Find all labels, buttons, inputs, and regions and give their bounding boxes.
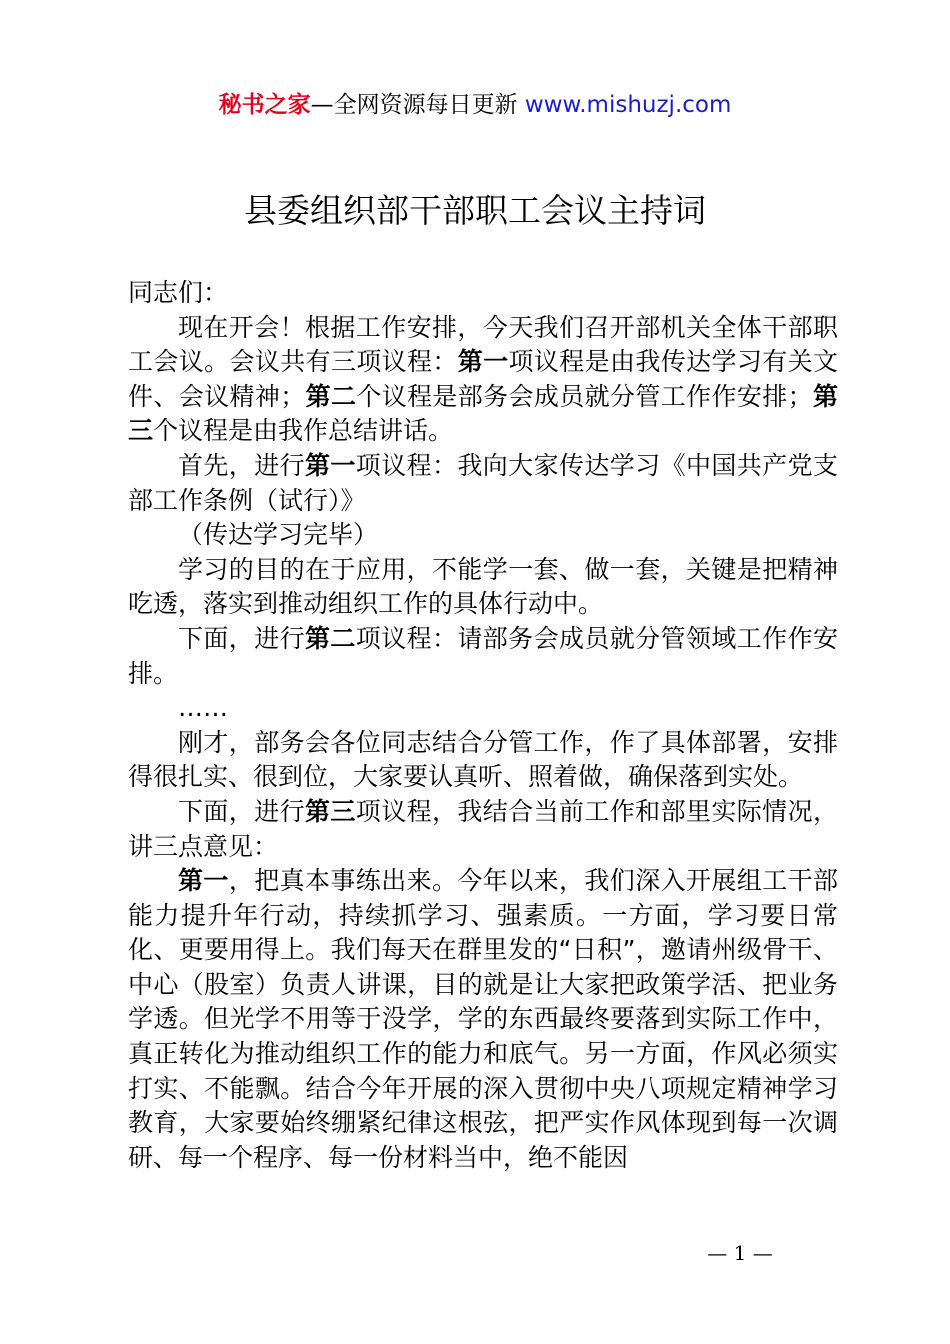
paragraph-agenda-one: 首先，进行第一项议程：我向大家传达学习《中国共产党支部工作条例（试行）》	[128, 450, 838, 515]
salutation: 同志们：	[128, 278, 229, 307]
brand-name: 秘书之家	[218, 92, 311, 118]
paragraph-opening: 现在开会！根据工作安排，今天我们召开部机关全体干部职工会议。会议共有三项议程：第一项议程是由我传达学习有关文件、会议精神；第二个议程是部务会成员就分管工作作安排；第三个议程是由我作总结讲话。	[128, 312, 838, 446]
paragraph-ellipsis: ……	[178, 693, 228, 723]
site-url-link[interactable]: www.mishuzj.com	[524, 92, 732, 118]
paragraph-point-one: 第一，把真本事练出来。今年以来，我们深入开展组工干部能力提升年行动，持续抓学习、强素质。一方面，学习要日常化、更要用得上。我们每天在群里发的“日积”，邀请州级骨干、中心（股室）负责人讲课，目的就是让大家把政策学活、把业务学透。但光学不用等于没学，学的东西最终要落到实际工作中，真正转化为推动组织工作的能力和底气。另一方面，作风必须实打实、不能飘。结合今年开展的深入贯彻中央八项规定精神学习教育，大家要始终绷紧纪律这根弦，把严实作风体现到每一次调研、每一个程序、每一份材料当中，绝不能因	[128, 866, 838, 1172]
paragraph-agenda-three: 下面，进行第三项议程，我结合当前工作和部里实际情况，讲三点意见：	[128, 796, 838, 861]
paragraph-summary: 刚才，部务会各位同志结合分管工作，作了具体部署，安排得很扎实、很到位，大家要认真听、照着做，确保落到实处。	[128, 727, 838, 792]
site-banner	[0, 88, 950, 122]
brand-slogan: —全网资源每日更新	[310, 92, 518, 118]
paragraph-study-complete: （传达学习完毕）	[178, 520, 379, 550]
paragraph-study-purpose: 学习的目的在于应用，不能学一套、做一套，关键是把精神吃透，落实到推动组织工作的具体行动中。	[128, 554, 838, 619]
document-body	[128, 276, 838, 1175]
document-title: 县委组织部干部职工会议主持词	[244, 191, 706, 230]
paragraph-agenda-two: 下面，进行第二项议程：请部务会成员就分管领域工作作安排。	[128, 623, 838, 688]
page-number: — 1 —	[707, 1241, 773, 1265]
